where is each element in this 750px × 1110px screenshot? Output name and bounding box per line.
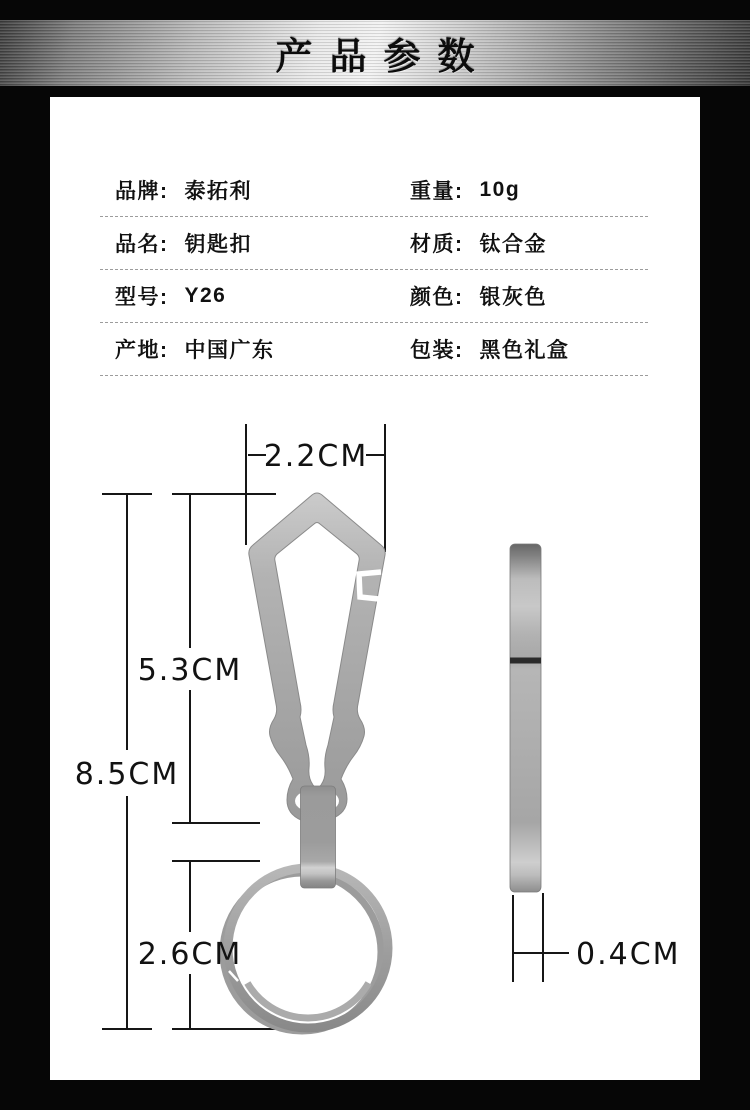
spec-label: 型号: [115,286,169,309]
spec-label: 品名: [115,233,169,256]
dim-label-total-height: 8.5CM [74,757,180,792]
spec-value: 钥匙扣 [184,233,252,256]
dim-label-ring-diameter: 2.6CM [137,937,243,972]
spec-value: 中国广东 [184,339,275,362]
side-view-gate-notch [510,658,541,664]
spec-value: 钛合金 [479,233,547,256]
spec-label: 材质: [410,233,464,256]
spec-label: 重量: [410,180,464,203]
spec-value: 10g [479,178,521,201]
spec-value: Y26 [184,284,227,307]
spec-value: 黑色礼盒 [479,339,570,362]
split-ring [223,868,388,1031]
carabiner-front-view [249,493,385,823]
metal-banner [0,20,750,86]
spec-label: 包装: [410,339,464,362]
carabiner-body [249,493,385,823]
spec-label: 产地: [115,339,169,362]
spec-value: 银灰色 [479,286,547,309]
spec-label: 品牌: [115,180,169,203]
dimension-diagram [50,97,700,1080]
keyring-side-view [510,544,541,892]
dim-label-width: 2.2CM [263,439,369,474]
dim-label-clip-height: 5.3CM [137,653,243,688]
strap-connector [301,786,336,888]
spec-label: 颜色: [410,286,464,309]
ring-main-wire [228,868,388,1028]
content-card [50,97,700,1080]
dimension-labels [75,439,681,972]
page-title: 产品参数 [275,36,492,77]
side-view-bar [510,544,541,892]
spec-value: 泰拓利 [184,180,252,203]
dim-label-thickness: 0.4CM [576,937,681,972]
